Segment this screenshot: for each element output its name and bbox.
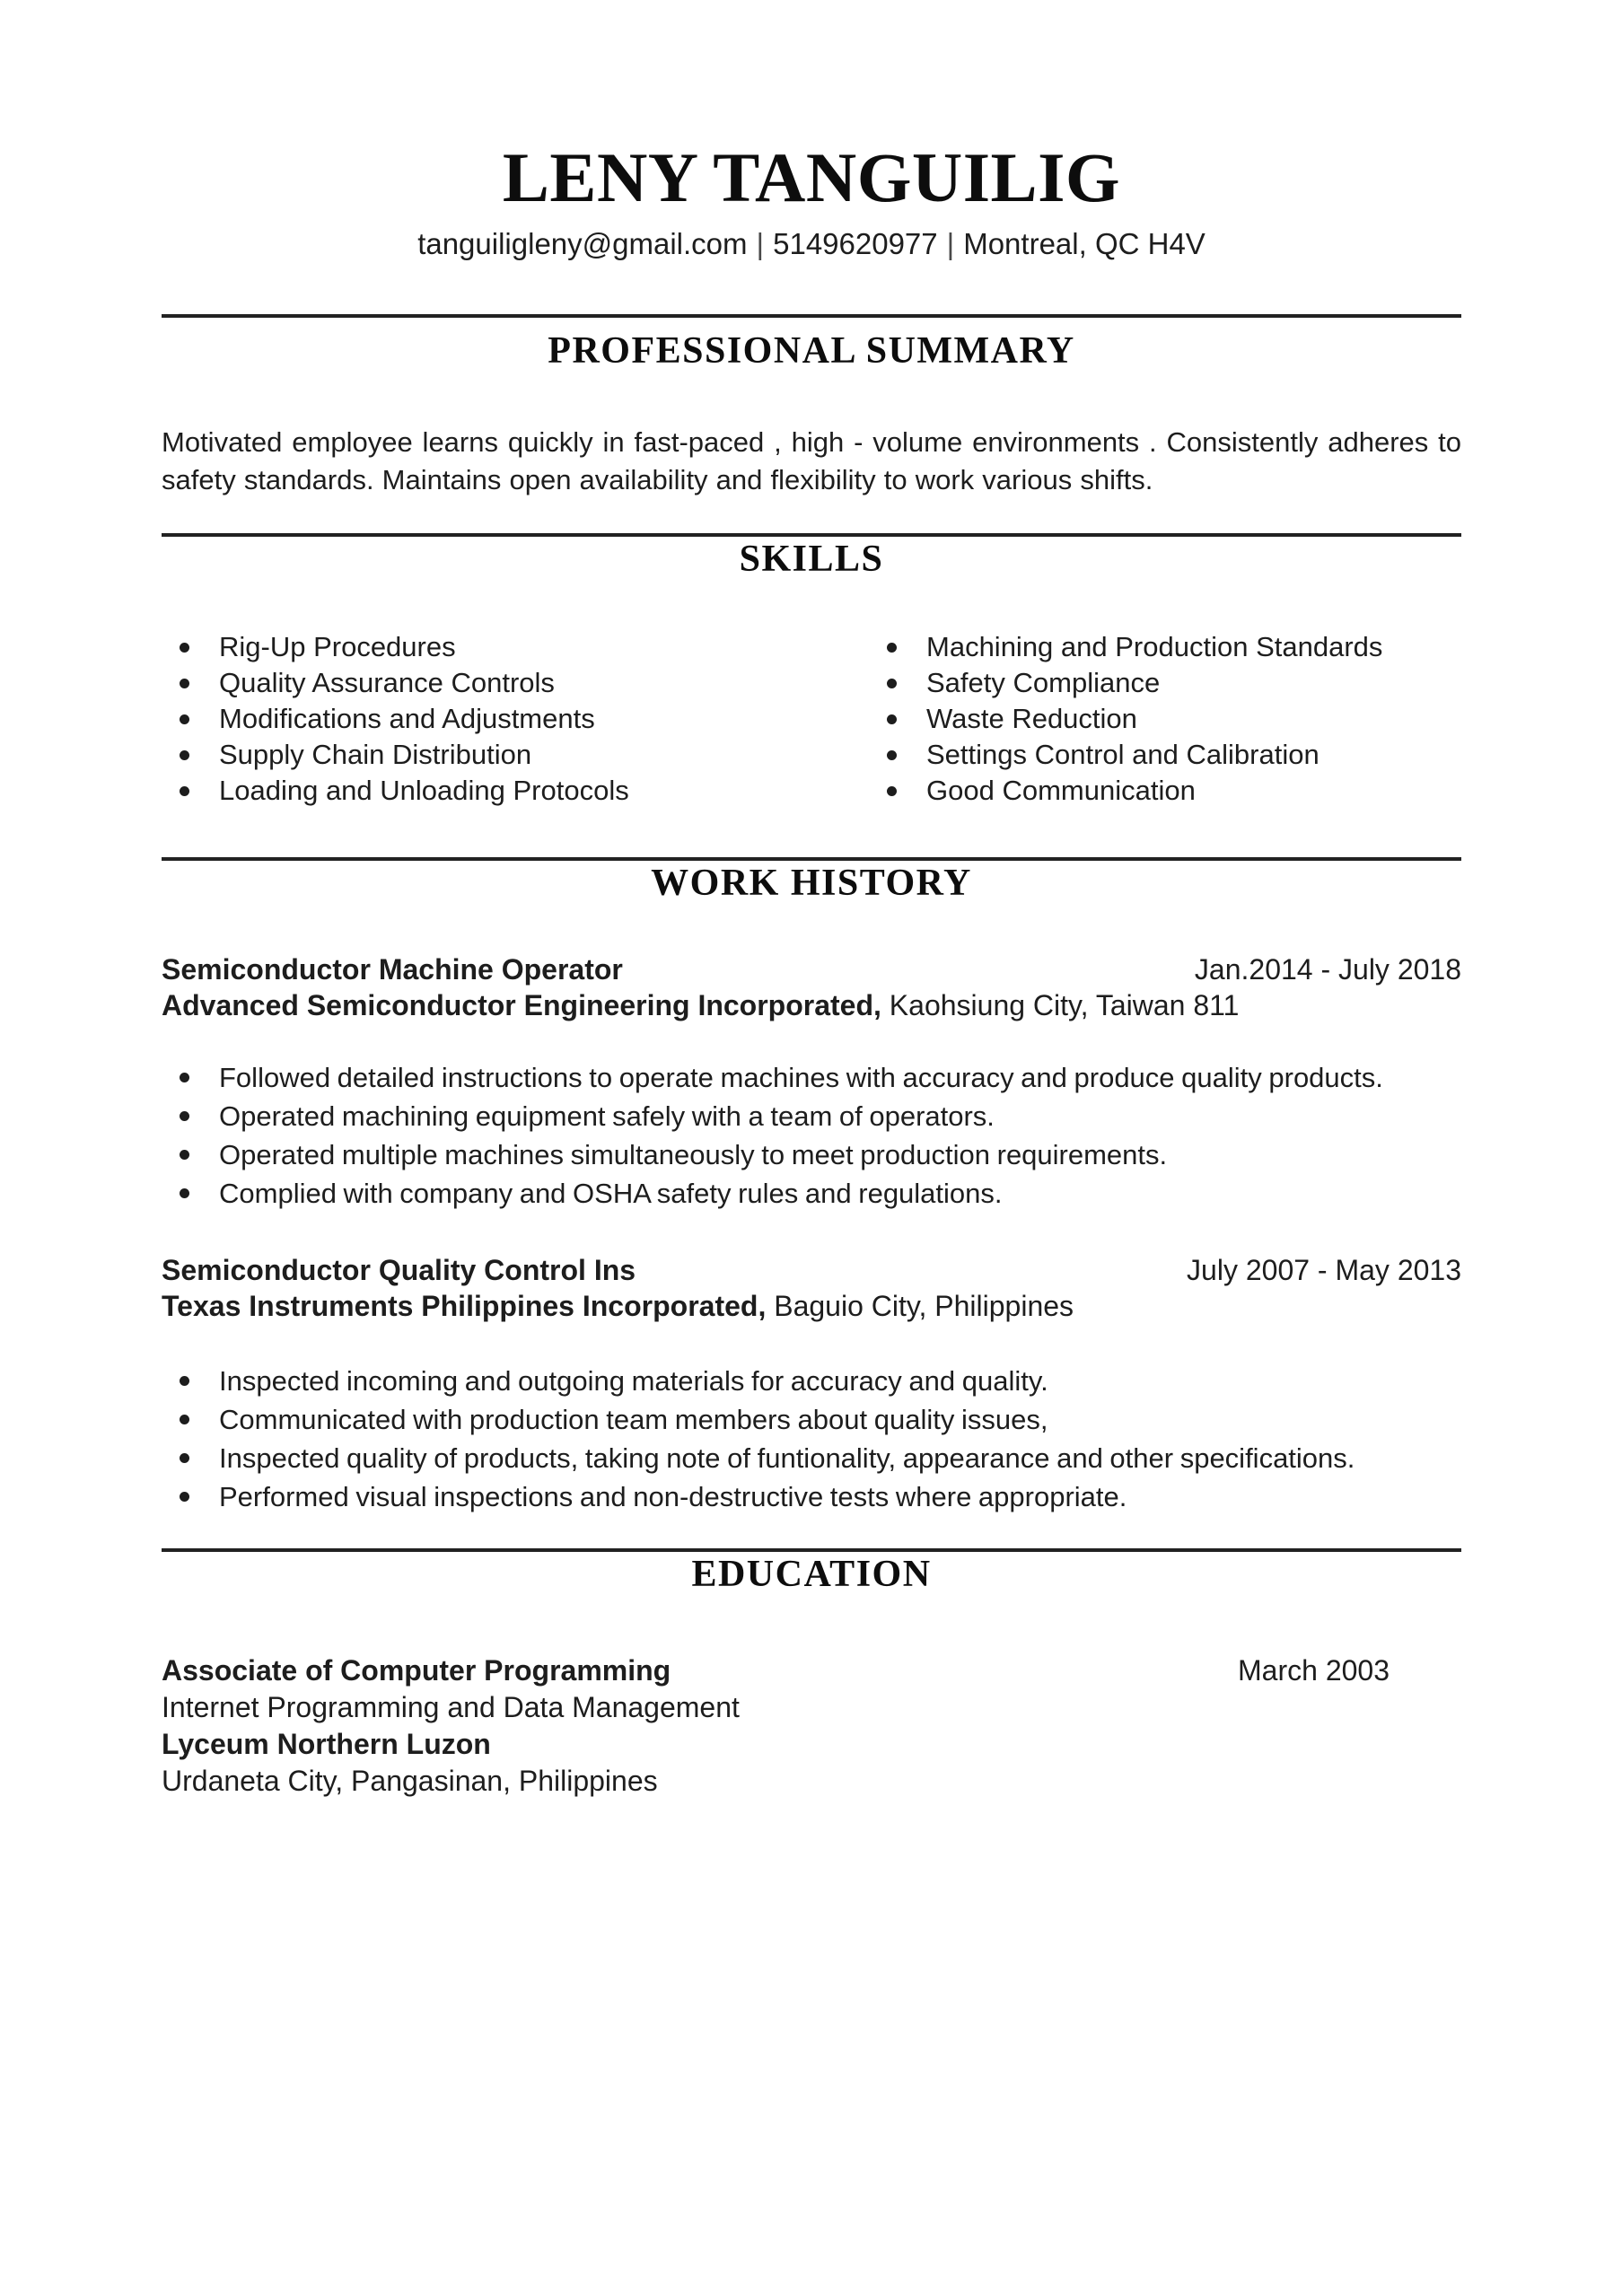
contact-email: tanguiligleny@gmail.com (417, 226, 748, 260)
contact-line (162, 226, 1461, 262)
job-dates: Jan.2014 - July 2018 (1194, 952, 1461, 986)
job-title: Semiconductor Machine Operator (162, 952, 623, 986)
skill-item: Rig-Up Procedures (162, 629, 869, 665)
skill-item: Settings Control and Calibration (869, 737, 1461, 773)
education-header (162, 1652, 1461, 1689)
contact-phone: 5149620977 (773, 226, 938, 260)
skill-item: Supply Chain Distribution (162, 737, 869, 773)
resume-header (162, 137, 1461, 262)
work-history-section (162, 861, 1461, 1516)
job-header (162, 1252, 1461, 1288)
skill-item: Safety Compliance (869, 665, 1461, 701)
job-bullet: Performed visual inspections and non-destructive tests where appropriate. (162, 1477, 1461, 1516)
skills-section (162, 537, 1461, 809)
job-bullet: Operated machining equipment safely with a team of operators. (162, 1097, 1461, 1135)
job-location: Baguio City, Philippines (774, 1289, 1074, 1322)
education-school: Lyceum Northern Luzon (162, 1727, 491, 1760)
education-location: Urdaneta City, Pangasinan, Philippines (162, 1764, 658, 1797)
job-bullet: Inspected quality of products, taking note of funtionality, appearance and other specifications. (162, 1439, 1461, 1477)
education-program: Internet Programming and Data Management (162, 1690, 740, 1723)
job-location: Kaohsiung City, Taiwan 811 (889, 988, 1240, 1021)
job-bullet: Inspected incoming and outgoing materials for accuracy and quality. (162, 1362, 1461, 1400)
skill-item: Modifications and Adjustments (162, 701, 869, 737)
skill-item: Loading and Unloading Protocols (162, 773, 869, 809)
job-bullet-list (162, 1058, 1461, 1213)
job-entry (162, 951, 1461, 1213)
job-dates: July 2007 - May 2013 (1187, 1253, 1461, 1286)
work-history-section-title: WORK HISTORY (651, 862, 972, 904)
education-degree: Associate of Computer Programming (162, 1653, 671, 1687)
job-bullet: Complied with company and OSHA safety rules and regulations. (162, 1174, 1461, 1213)
education-section-title: EDUCATION (691, 1553, 932, 1595)
skill-item: Quality Assurance Controls (162, 665, 869, 701)
job-bullet-list (162, 1362, 1461, 1516)
company-name: Advanced Semiconductor Engineering Incorporated, (162, 988, 881, 1021)
skill-item: Machining and Production Standards (869, 629, 1461, 665)
education-section (162, 1552, 1461, 1800)
company-name: Texas Instruments Philippines Incorporated, (162, 1289, 767, 1322)
job-bullet: Followed detailed instructions to operate machines with accuracy and produce quality products. (162, 1058, 1461, 1097)
skill-item: Good Communication (869, 773, 1461, 809)
job-header (162, 951, 1461, 987)
job-bullet: Communicated with production team members about quality issues, (162, 1400, 1461, 1439)
company-line (162, 1288, 1461, 1324)
company-line (162, 987, 1461, 1023)
skills-column-left (162, 629, 869, 809)
skills-grid (162, 629, 1461, 809)
education-entry (162, 1652, 1461, 1800)
job-title: Semiconductor Quality Control Ins (162, 1253, 636, 1286)
section-divider (162, 314, 1461, 318)
job-entry (162, 1252, 1461, 1516)
contact-separator: | (756, 226, 765, 260)
skills-section-title: SKILLS (739, 538, 884, 580)
skills-column-right (869, 629, 1461, 809)
job-bullet: Operated multiple machines simultaneously to meet production requirements. (162, 1135, 1461, 1174)
contact-separator: | (946, 226, 955, 260)
summary-text: Motivated employee learns quickly in fast-paced , high - volume environments . Consistently adheres to safety standards. Maintains open availability and flexibility to work various shifts. (162, 425, 1461, 495)
contact-location: Montreal, QC H4V (963, 226, 1206, 260)
education-dates: March 2003 (1238, 1653, 1390, 1687)
candidate-name: LENY TANGUILIG (502, 138, 1121, 216)
summary-section (162, 329, 1461, 499)
skill-item: Waste Reduction (869, 701, 1461, 737)
summary-section-title: PROFESSIONAL SUMMARY (548, 329, 1075, 372)
